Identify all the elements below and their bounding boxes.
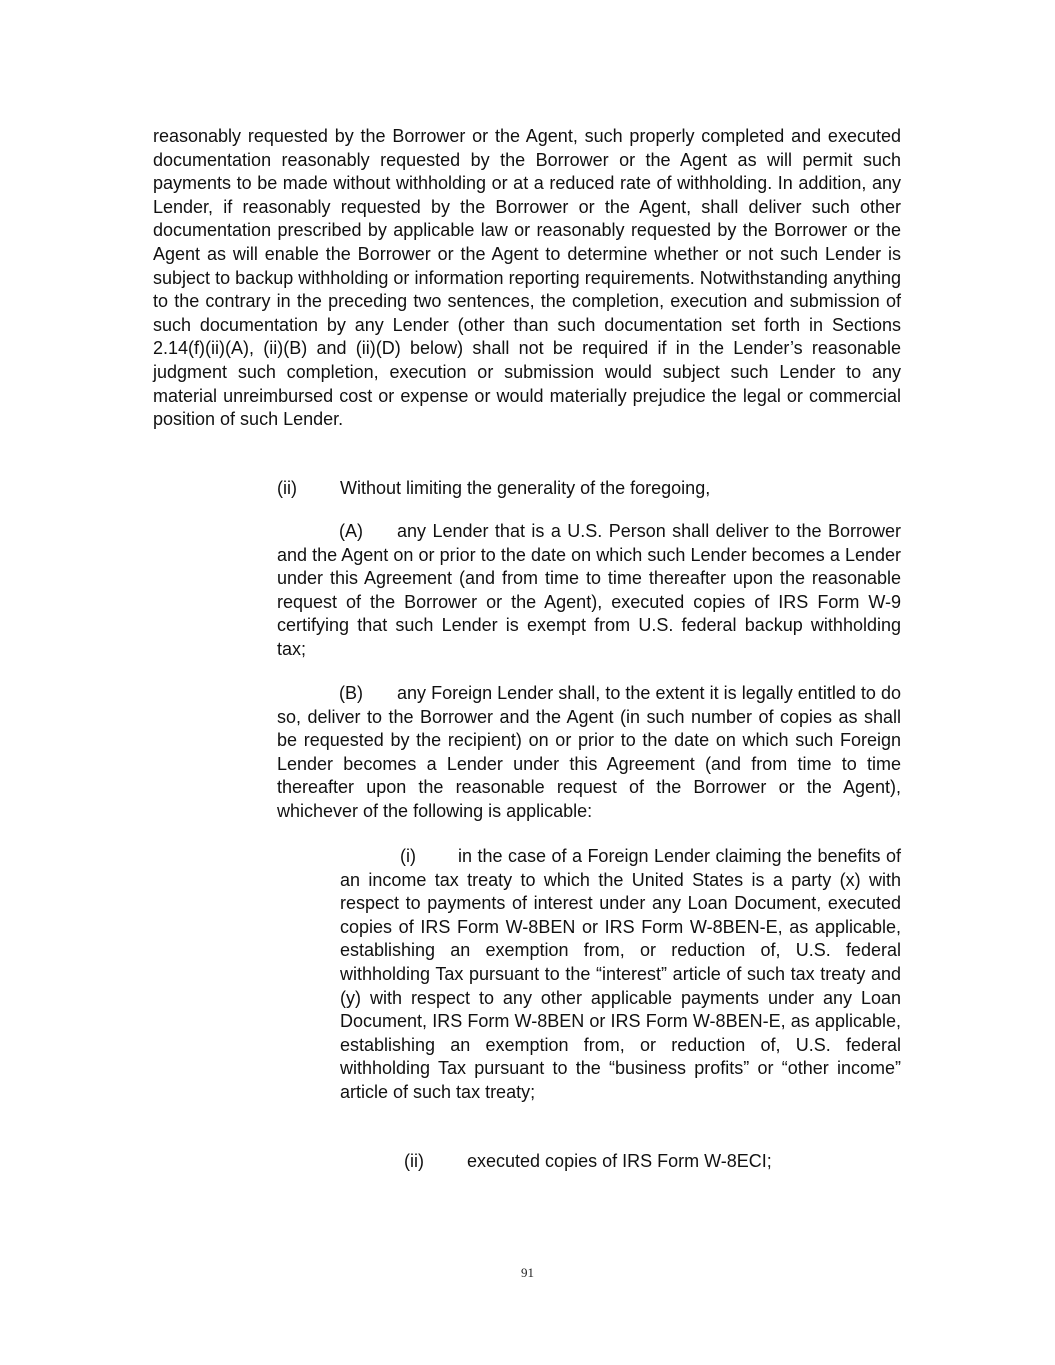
clause-ii-number: (ii) — [277, 478, 297, 498]
clause-b-text: any Foreign Lender shall, to the extent it is legally entitled to do so, deliver to the Borrower and the Agent (in such number of copies as shall be requested by the recipient) on or prior to the date on which such Foreign Lender becomes a Lender under this Agreement (and from time to time thereafter upon the reasonable request of the Borrower or the Agent), whichever of the following is applicable: — [277, 683, 901, 821]
clause-i-income-tax-treaty — [340, 845, 901, 1105]
clause-ii-w8eci-number: (ii) — [404, 1151, 424, 1171]
clause-a-text: any Lender that is a U.S. Person shall deliver to the Borrower and the Agent on or prior to the date on which such Lender becomes a Lender under this Agreement (and from time to time thereafter upon the reasonable request of the Borrower or the Agent), executed copies of IRS Form W-9 certifying that such Lender is exempt from U.S. federal backup withholding tax; — [277, 521, 901, 659]
paragraph-documentation-requirements: reasonably requested by the Borrower or the Agent, such properly completed and executed documentation reasonably requested by the Borrower or the Agent as will permit such payments to be made without withholding or at a reduced rate of withholding. In addition, any Lender, if reasonably requested by the Borrower or the Agent, shall deliver such other documentation prescribed by applicable law or reasonably requested by the Borrower or the Agent as will enable the Borrower or the Agent to determine whether or not such Lender is subject to backup withholding or information reporting requirements. Notwithstanding anything to the contrary in the preceding two sentences, the completion, execution and submission of such documentation by any Lender (other than such documentation set forth in Sections 2.14(f)(ii)(A), (ii)(B) and (ii)(D) below) shall not be required if in the Lender’s reasonable judgment such completion, execution or submission would subject such Lender to any material unreimbursed cost or expense or would materially prejudice the legal or commercial position of such Lender. — [153, 126, 901, 430]
clause-a-us-person — [277, 520, 901, 662]
clause-i-number: (i) — [400, 846, 416, 866]
clause-b-foreign-lender — [277, 682, 901, 824]
clause-ii-intro — [277, 477, 901, 501]
clause-a-number: (A) — [339, 521, 363, 541]
clause-b-number: (B) — [339, 683, 363, 703]
page-number: 91 — [521, 1265, 534, 1280]
clause-ii-w8eci-text: executed copies of IRS Form W-8ECI; — [467, 1151, 772, 1171]
clause-i-text: in the case of a Foreign Lender claiming the benefits of an income tax treaty to which the United States is a party (x) with respect to payments of interest under any Loan Document, executed copies of IRS Form W-8BEN or IRS Form W-8BEN-E, as applicable, establishing an exemption from, or reduction of, U.S. federal withholding Tax pursuant to the “interest” article of such tax treaty and (y) with respect to any other applicable payments under any Loan Document, IRS Form W-8BEN or IRS Form W-8BEN-E, as applicable, establishing an exemption from, or reduction of, U.S. federal withholding Tax pursuant to the “business profits” or “other income” article of such tax treaty; — [340, 846, 901, 1102]
clause-ii-text: Without limiting the generality of the foregoing, — [340, 478, 711, 498]
clause-ii-w8eci — [404, 1150, 904, 1174]
